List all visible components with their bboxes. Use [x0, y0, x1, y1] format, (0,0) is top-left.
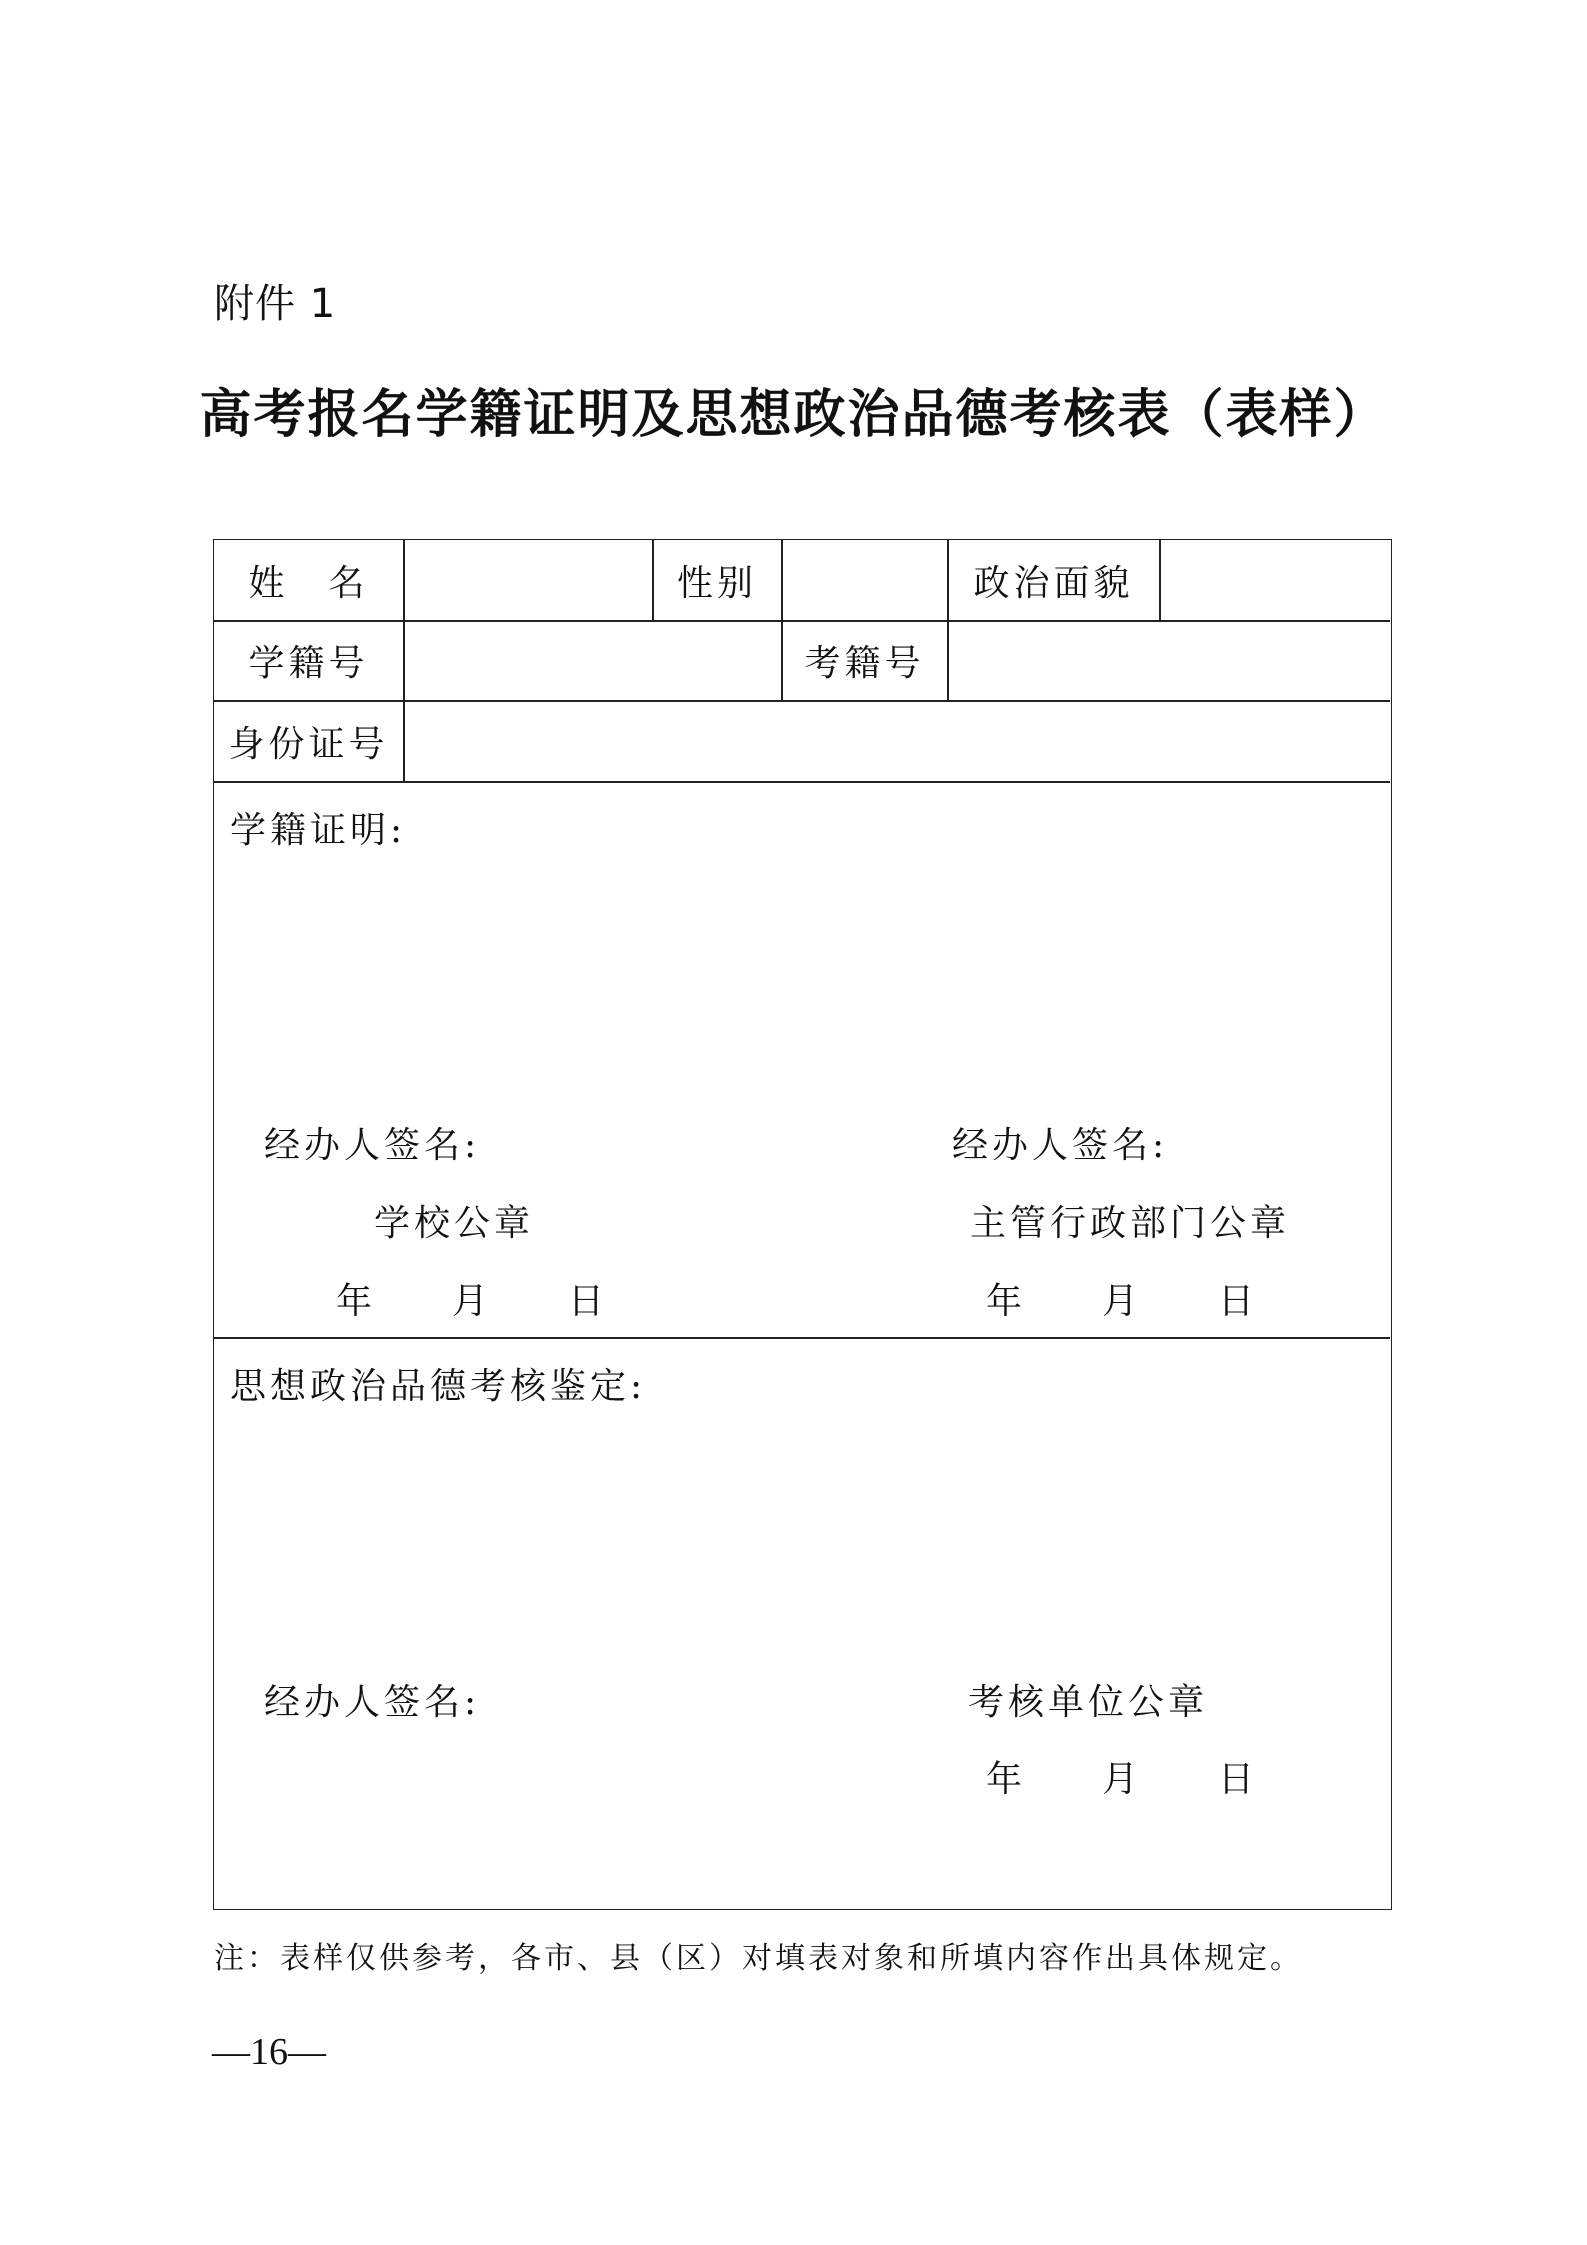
authority-seal-label: 主管行政部门公章: [970, 1203, 1291, 1244]
name-label: 姓 名: [248, 562, 369, 604]
student-id-field[interactable]: [404, 621, 781, 700]
moral-evaluation-heading: 思想政治品德考核鉴定:: [230, 1366, 647, 1407]
month-label: 月: [452, 1281, 489, 1322]
gender-label: 性别: [676, 562, 757, 604]
year-label: 年: [986, 1281, 1023, 1322]
page-number: —16—: [212, 2031, 326, 2073]
day-label: 日: [1218, 1281, 1255, 1322]
school-handler-signature-label: 经办人签名:: [264, 1125, 481, 1166]
political-status-field[interactable]: [1160, 540, 1390, 620]
authority-handler-signature-label: 经办人签名:: [952, 1125, 1169, 1166]
moral-handler-signature-label: 经办人签名:: [264, 1682, 481, 1723]
school-seal-label: 学校公章: [374, 1203, 535, 1244]
evaluation-unit-seal-label: 考核单位公章: [968, 1682, 1209, 1723]
authority-date-line: [986, 1273, 1254, 1324]
exam-id-label: 考籍号: [804, 643, 925, 684]
name-field[interactable]: [404, 540, 652, 620]
registration-form: [213, 539, 1392, 1910]
year-label: 年: [986, 1759, 1023, 1800]
school-date-line: [336, 1273, 604, 1324]
id-number-label: 身份证号: [228, 723, 389, 765]
political-status-label: 政治面貌: [973, 562, 1134, 604]
attachment-label: 附件 1: [214, 281, 337, 327]
student-id-label: 学籍号: [248, 643, 369, 684]
id-number-field[interactable]: [404, 701, 1390, 781]
exam-id-field[interactable]: [948, 621, 1390, 700]
month-label: 月: [1102, 1281, 1139, 1322]
row-divider-3: [214, 781, 1390, 783]
day-label: 日: [568, 1281, 605, 1322]
year-label: 年: [336, 1281, 373, 1322]
month-label: 月: [1102, 1759, 1139, 1800]
document-title: 高考报名学籍证明及思想政治品德考核表（表样）: [199, 384, 1388, 445]
gender-field[interactable]: [782, 540, 947, 620]
day-label: 日: [1218, 1759, 1255, 1800]
evaluation-date-line: [986, 1751, 1254, 1802]
form-note: 注：表样仅供参考，各市、县（区）对填表对象和所填内容作出具体规定。: [214, 1941, 1303, 1976]
section-divider: [214, 1337, 1390, 1339]
school-status-heading: 学籍证明:: [230, 810, 407, 851]
